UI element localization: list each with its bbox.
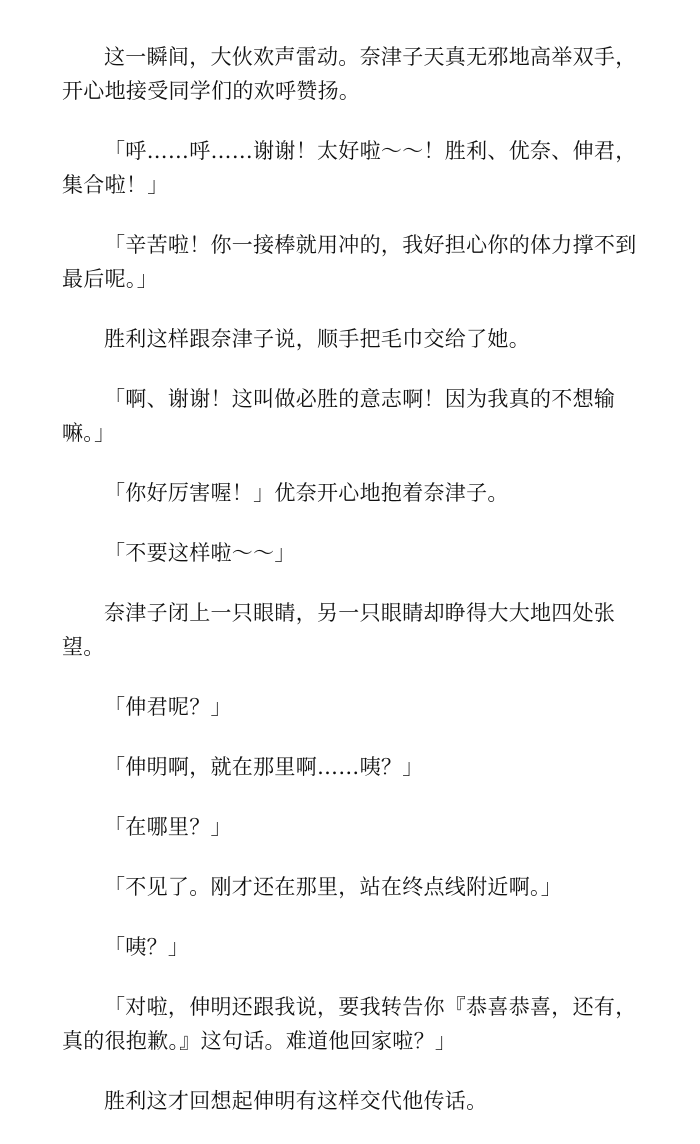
paragraph: 「伸君呢？」: [104, 695, 232, 719]
paragraph: 奈津子闭上一只眼睛，另一只眼睛却睁得大大地四处张望。: [62, 601, 616, 659]
paragraph: 这一瞬间，大伙欢声雷动。奈津子天真无邪地高举双手，开心地接受同学们的欢呼赞扬。: [62, 45, 637, 103]
paragraph: 「啊、谢谢！这叫做必胜的意志啊！因为我真的不想输嘛。」: [62, 387, 616, 445]
paragraph: 「咦？」: [104, 935, 190, 959]
paragraph: 「不要这样啦～～」: [104, 541, 296, 565]
paragraph: 「在哪里？」: [104, 815, 232, 839]
paragraph: 「伸明啊，就在那里啊……咦？」: [104, 755, 424, 779]
document-page: [62, 40, 642, 1144]
paragraph: 「辛苦啦！你一接棒就用冲的，我好担心你的体力撑不到最后呢。」: [62, 233, 637, 291]
paragraph: 「对啦，伸明还跟我说，要我转告你『恭喜恭喜，还有，真的很抱歉。』这句话。难道他回家啦？」: [62, 995, 637, 1053]
paragraph: 胜利这才回想起伸明有这样交代他传话。: [104, 1089, 488, 1113]
paragraph: 「不见了。刚才还在那里，站在终点线附近啊。」: [104, 875, 563, 899]
paragraph: 胜利这样跟奈津子说，顺手把毛巾交给了她。: [104, 327, 530, 351]
paragraph: 「你好厉害喔！」优奈开心地抱着奈津子。: [104, 481, 509, 505]
paragraph: 「呼……呼……谢谢！太好啦～～！胜利、优奈、伸君，集合啦！」: [62, 139, 637, 197]
